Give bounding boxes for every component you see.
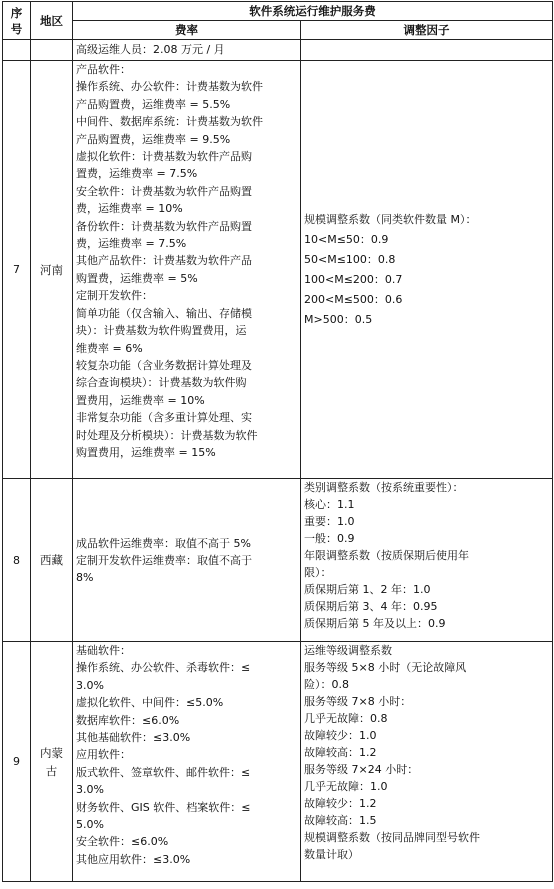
adjust-line: 重要：1.0 — [304, 515, 355, 528]
adjust-line: M>500：0.5 — [304, 312, 373, 326]
adjust-line: 数量计取） — [304, 848, 359, 861]
rate-line: 购置费用，运维费率 = 15% — [76, 445, 216, 459]
adjust-line: 几乎无故障：1.0 — [304, 780, 388, 793]
adjust-line: 故障较少：1.2 — [304, 797, 377, 810]
rate-line: 产品软件： — [76, 63, 131, 76]
adjust-line: 运维等级调整系数 — [304, 644, 392, 657]
table-row-henan — [3, 61, 553, 479]
rate-line: 费，运维费率 = 10% — [76, 202, 183, 216]
adjust-cell — [301, 642, 553, 882]
adjust-line: 险）：0.8 — [304, 678, 349, 691]
adjust-line: 质保期后第 5 年及以上：0.9 — [304, 617, 446, 630]
adjust-line: 服务等级 7×24 小时： — [304, 763, 419, 776]
adjust-line: 质保期后第 3、4 年：0.95 — [304, 600, 438, 613]
rate-line: 产品购置费，运维费率 = 5.5% — [76, 97, 231, 111]
adjust-line: 服务等级 7×8 小时： — [304, 695, 412, 708]
rate-line: 非常复杂功能（含多重计算处理、实 — [76, 411, 252, 425]
header-rate: 费率 — [73, 21, 301, 40]
rate-line: 应用软件： — [76, 748, 131, 762]
rate-line: 虚拟化软件、中间件：≤5.0% — [76, 696, 224, 710]
rate-cell — [73, 642, 301, 882]
adjust-line: 故障较高：1.2 — [304, 746, 377, 759]
adjust-line: 200<M≤500：0.6 — [304, 292, 403, 306]
rate-line: 时处理及分析模块）：计费基数为软件 — [76, 428, 258, 442]
row-area: 河南 — [31, 61, 73, 479]
row-no: 7 — [3, 61, 31, 479]
rate-line: 安全软件：≤6.0% — [76, 835, 169, 849]
rate-line: 块）：计费基数为软件购置费用，运 — [76, 324, 247, 338]
header-no-label-2: 号 — [10, 21, 23, 36]
rate-line: 5.0% — [76, 818, 104, 832]
adjust-lines — [301, 642, 552, 863]
rate-line: 安全软件：计费基数为软件产品购置 — [76, 184, 252, 198]
adjust-line: 规模调整系数（按同品牌同型号软件 — [304, 831, 480, 844]
adjust-line: 故障较少：1.0 — [304, 729, 377, 742]
rate-line: 3.0% — [76, 783, 104, 797]
rate-line: 其他产品软件：计费基数为软件产品 — [76, 254, 252, 268]
adjust-line: 质保期后第 1、2 年：1.0 — [304, 583, 431, 596]
rate-line: 产品购置费，运维费率 = 9.5% — [76, 132, 231, 146]
rate-line: 成品软件运维费率：取值不高于 5% — [76, 536, 251, 550]
rate-line: 定制开发软件： — [76, 289, 153, 303]
rate-line: 3.0% — [76, 678, 104, 692]
adjust-line: 10<M≤50：0.9 — [304, 232, 389, 246]
adjust-line: 服务等级 5×8 小时（无论故障风 — [304, 661, 467, 674]
senior-staff-line: 高级运维人员：2.08 万元 / 月 — [76, 43, 225, 56]
fee-table-document — [2, 1, 552, 882]
header-row-2 — [3, 21, 553, 40]
row-area-line-1: 内蒙 — [40, 745, 63, 760]
adjust-line: 限）： — [304, 566, 332, 579]
rate-line: 操作系统、办公软件：计费基数为软件 — [76, 80, 263, 94]
adjust-line: 故障较高：1.5 — [304, 814, 377, 827]
senior-staff-rate — [73, 40, 301, 61]
rate-line: 操作系统、办公软件、杀毒软件：≤ — [76, 661, 251, 675]
rate-lines — [73, 642, 300, 868]
row-no: 8 — [3, 479, 31, 642]
rate-line: 置费，运维费率 = 7.5% — [76, 167, 198, 181]
senior-staff-row — [3, 40, 553, 61]
rate-cell — [73, 61, 301, 479]
rate-line: 其他应用软件：≤3.0% — [76, 852, 191, 866]
header-no — [3, 2, 31, 40]
rate-line: 基础软件： — [76, 644, 131, 657]
rate-line: 综合查询模块）：计费基数为软件购 — [76, 376, 247, 390]
row-no: 9 — [3, 642, 31, 882]
rate-line: 简单功能（仅含输入、输出、存储模 — [76, 306, 252, 320]
adjust-line: 年限调整系数（按质保期后使用年 — [304, 549, 469, 562]
header-row-1 — [3, 2, 553, 21]
row-area — [31, 642, 73, 882]
header-area: 地区 — [31, 2, 73, 40]
adjust-lines — [301, 210, 552, 330]
adjust-line: 规模调整系数（同类软件数量 M）： — [304, 212, 477, 226]
rate-line: 置费用，运维费率 = 10% — [76, 393, 205, 407]
rate-line: 购置费，运维费率 = 5% — [76, 271, 198, 285]
rate-line: 较复杂功能（含业务数据计算处理及 — [76, 358, 252, 372]
rate-line: 虚拟化软件：计费基数为软件产品购 — [76, 150, 252, 164]
rate-line: 定制开发软件运维费率：取值不高于 — [76, 553, 252, 567]
adjust-line: 几乎无故障：0.8 — [304, 712, 388, 725]
senior-staff-no — [3, 40, 31, 61]
rate-line: 备份软件：计费基数为软件产品购置 — [76, 219, 252, 233]
row-area: 西藏 — [31, 479, 73, 642]
header-adjust: 调整因子 — [301, 21, 553, 40]
row-area-line-2: 古 — [45, 763, 58, 778]
adjust-line: 50<M≤100：0.8 — [304, 252, 396, 266]
rate-line: 中间件、数据库系统：计费基数为软件 — [76, 115, 263, 129]
rate-line: 其他基础软件：≤3.0% — [76, 731, 191, 745]
table-row-neimenggu — [3, 642, 553, 882]
header-no-label-1: 序 — [10, 5, 23, 20]
senior-staff-area — [31, 40, 73, 61]
rate-lines — [73, 535, 300, 586]
rate-line: 8% — [76, 570, 94, 584]
rate-cell — [73, 479, 301, 642]
adjust-cell — [301, 61, 553, 479]
table-row-xizang — [3, 479, 553, 642]
rate-line: 费，运维费率 = 7.5% — [76, 237, 187, 251]
fee-table — [2, 1, 553, 882]
rate-lines — [73, 61, 300, 461]
adjust-cell — [301, 479, 553, 642]
adjust-line: 100<M≤200：0.7 — [304, 272, 403, 286]
rate-line: 维费率 = 6% — [76, 341, 143, 355]
rate-line: 数据库软件：≤6.0% — [76, 713, 180, 727]
rate-line: 版式软件、签章软件、邮件软件：≤ — [76, 765, 251, 779]
adjust-line: 一般：0.9 — [304, 532, 355, 545]
header-group-title: 软件系统运行维护服务费 — [73, 2, 553, 21]
adjust-line: 类别调整系数（按系统重要性）： — [304, 481, 464, 494]
adjust-lines — [301, 479, 552, 632]
adjust-line: 核心：1.1 — [304, 498, 355, 511]
senior-staff-adjust — [301, 40, 553, 61]
rate-line: 财务软件、GIS 软件、档案软件：≤ — [76, 800, 251, 814]
